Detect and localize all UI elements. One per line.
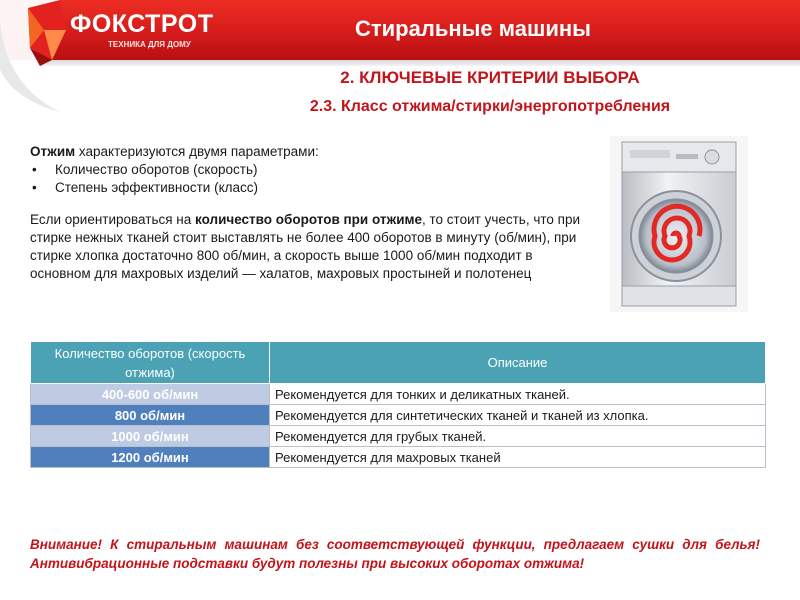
section-subheading: 2.3. Класс отжима/стирки/энергопотребления: [309, 98, 671, 115]
intro-rest: характеризуются двумя параметрами:: [75, 144, 319, 159]
list-item: • Количество оборотов (скорость): [30, 161, 590, 179]
paragraph-bold: количество оборотов при отжиме: [195, 212, 423, 227]
section-heading: 2. КЛЮЧЕВЫЕ КРИТЕРИИ ВЫБОРА: [340, 68, 640, 87]
speed-cell: 400-600 об/мин: [31, 384, 270, 405]
header: [0, 0, 800, 60]
description-cell: Рекомендуется для грубых тканей.: [270, 426, 766, 447]
speed-cell: 1000 об/мин: [31, 426, 270, 447]
list-item: • Степень эффективности (класс): [30, 179, 590, 197]
paragraph-after: , то стоит учесть, что при стирке нежных тканей стоит выставлять не более 400 оборотов в минуту (об/мин), при стирке хлопка достаточно 800 об/мин, а скорость выше 1000 об/мин подходит в основном для махровых изделий — халатов, махровых простыней и полотенец: [30, 212, 581, 281]
description-cell: Рекомендуется для синтетических тканей и тканей из хлопка.: [270, 405, 766, 426]
description-cell: Рекомендуется для тонких и деликатных тканей.: [270, 384, 766, 405]
column-header-description: Описание: [270, 342, 766, 384]
intro-bold: Отжим: [30, 144, 76, 159]
paragraph: [30, 211, 590, 283]
bullet-list: [30, 161, 590, 197]
speed-cell: 1200 об/мин: [31, 447, 270, 468]
table-header-row: [31, 342, 766, 384]
spin-speed-table: [30, 341, 766, 468]
column-header-speed: Количество оборотов (скорость отжима): [31, 342, 270, 384]
warning-note: Внимание! К стиральным машинам без соответствующей функции, предлагаем сушки для белья! Антивибрационные подставки будут полезны при высоких оборотах отжима!: [30, 537, 760, 571]
table-row: [31, 384, 766, 405]
description-cell: Рекомендуется для махровых тканей: [270, 447, 766, 468]
washing-machine-icon: [610, 136, 748, 312]
brand-name: ФОКСТРОТ: [70, 10, 214, 38]
speed-cell: 800 об/мин: [31, 405, 270, 426]
intro-line: [30, 143, 590, 161]
paragraph-before: Если ориентироваться на: [30, 212, 196, 227]
page-title: Стиральные машины: [355, 16, 591, 41]
brand-tagline: ТЕХНИКА ДЛЯ ДОМУ: [108, 40, 191, 49]
body-text: [30, 143, 590, 283]
table-row: [31, 426, 766, 447]
table-row: [31, 405, 766, 426]
table-row: [31, 447, 766, 468]
